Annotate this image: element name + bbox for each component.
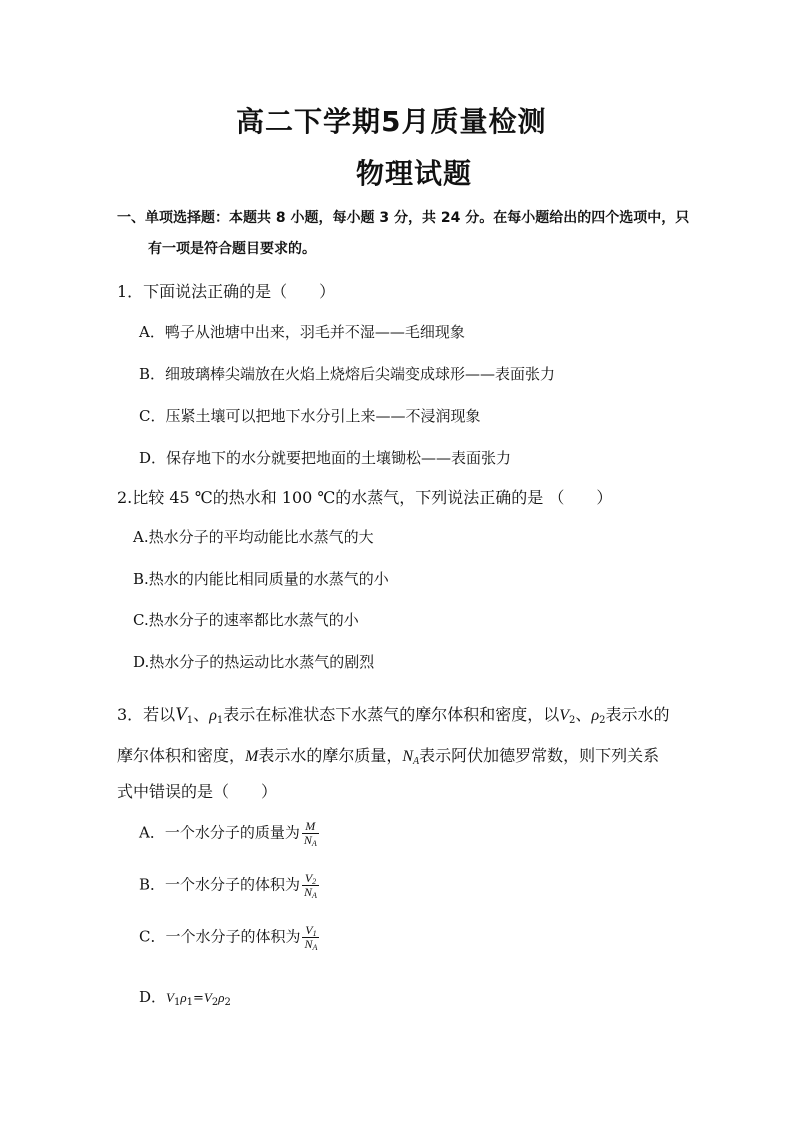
q3-option-a: A．一个水分子的质量为 $\frac{M}{N_A}$ <box>139 819 317 848</box>
q2-option-d: D.热水分子的热运动比水蒸气的剧烈 <box>133 653 375 671</box>
q1-option-d: D．保存地下的水分就要把地面的土壤锄松——表面张力 <box>139 449 512 467</box>
section-heading-line1: 一、单项选择题：本题共 8 小题，每小题 3 分，共 24 分。在每小题给出的四个选项中，只 <box>117 210 690 226</box>
q2-option-c: C.热水分子的速率都比水蒸气的小 <box>133 611 359 629</box>
q1-option-c: C．压紧土壤可以把地下水分引上来——不浸润现象 <box>139 407 481 425</box>
q1-option-a: A．鸭子从池塘中出来，羽毛并不湿——毛细现象 <box>139 323 465 341</box>
q3-stem-line3: 式中错误的是（ ） <box>117 782 278 801</box>
q3-option-d: D．$V_1\rho_1=V_2\rho_2$ <box>139 988 231 1008</box>
q3-stem-line1: 3．若以$V_1$、$\rho_1$表示在标准状态下水蒸气的摩尔体积和密度，以$V_2$、$\rho_2$表示水的 <box>117 704 670 726</box>
q3-option-c: C．一个水分子的体积为 $\frac{V_1}{N_A}$ <box>139 923 318 952</box>
q2-stem: 2.比较 45 ℃的热水和 100 ℃的水蒸气，下列说法正确的是 （ ） <box>117 488 613 507</box>
q2-option-a: A.热水分子的平均动能比水蒸气的大 <box>133 528 374 546</box>
fraction-v2-over-na: $\frac{V_2}{N_A}$ <box>304 871 317 900</box>
section-heading-line2: 有一项是符合题目要求的。 <box>148 241 316 257</box>
q2-option-b: B.热水的内能比相同质量的水蒸气的小 <box>133 570 389 588</box>
q1-option-b: B．细玻璃棒尖端放在火焰上烧熔后尖端变成球形——表面张力 <box>139 365 556 383</box>
q3-option-b: B．一个水分子的体积为 $\frac{V_2}{N_A}$ <box>139 871 317 900</box>
page-title: 高二下学期5月质量检测 <box>236 105 547 138</box>
fraction-m-over-na: $\frac{M}{N_A}$ <box>303 819 317 848</box>
fraction-v1-over-na: $\frac{V_1}{N_A}$ <box>304 923 318 952</box>
q1-stem: 1．下面说法正确的是（ ） <box>117 282 336 301</box>
q3-stem-line2: 摩尔体积和密度，M表示水的摩尔质量，$N_A$表示阿伏加德罗常数，则下列关系 <box>117 746 660 767</box>
page-subtitle: 物理试题 <box>356 157 473 190</box>
